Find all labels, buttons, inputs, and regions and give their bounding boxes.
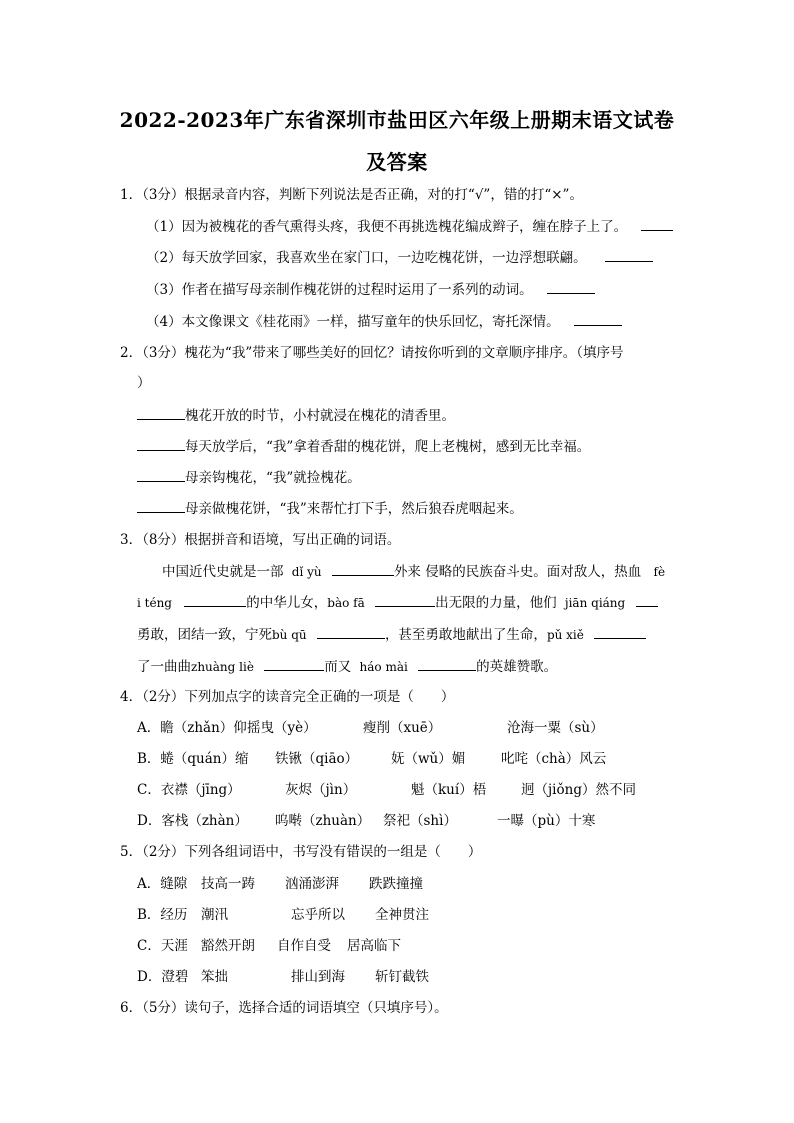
- q4-cell: 沧海一粟（sù）: [507, 720, 604, 736]
- pinyin: jiān qiáng: [564, 596, 626, 610]
- answer-blank[interactable]: [184, 594, 246, 607]
- answer-blank[interactable]: [332, 563, 394, 576]
- q4-stem: 4．（2分）下列加点字的读音完全正确的一项是（ ）: [120, 689, 455, 705]
- pinyin: pǔ xiě: [546, 628, 584, 642]
- q3-line1: [162, 563, 665, 581]
- q5-stem: 5．（2分）下列各组词语中，书写没有错误的一组是（ ）: [120, 844, 482, 860]
- q4-cell: 灰烬（jìn）: [285, 782, 357, 798]
- answer-blank[interactable]: [375, 594, 435, 607]
- q3-line2: [137, 594, 658, 612]
- order-blank[interactable]: [137, 438, 185, 451]
- q1-item-text: （1）因为被槐花的香气熏得头疼，我便不再挑选槐花编成辫子，缠在脖子上了。: [146, 219, 628, 235]
- pinyin: bào fā: [327, 596, 365, 610]
- q3-text: 外来 侵略的民族奋斗史。面对敌人，热血: [393, 564, 642, 580]
- q4-cell: A．瞻（zhǎn）仰: [137, 720, 247, 736]
- q4-cell: C．衣襟（jīng）: [137, 782, 241, 798]
- q1-item: [146, 313, 622, 331]
- answer-blank[interactable]: [317, 626, 385, 639]
- q3-text: 了一曲曲: [137, 659, 191, 675]
- q1-item-text: （2）每天放学回家，我喜欢坐在家门口，一边吃槐花饼，一边浮想联翩。: [146, 250, 587, 266]
- answer-blank[interactable]: [547, 281, 595, 294]
- answer-blank[interactable]: [264, 658, 324, 671]
- q5-cell: 排山到海: [291, 969, 345, 985]
- q5-cell: A．缝隙: [137, 876, 188, 892]
- answer-blank[interactable]: [605, 249, 653, 262]
- answer-blank[interactable]: [574, 313, 622, 326]
- pinyin: háo mài: [359, 660, 408, 674]
- q5-cell: 忘乎所以: [291, 907, 345, 923]
- q5-cell: 跌跌撞撞: [369, 876, 423, 892]
- q5-cell: C．天涯: [137, 938, 188, 954]
- q3-stem: 3．（8分）根据拼音和语境，写出正确的词语。: [120, 532, 401, 548]
- answer-blank[interactable]: [418, 658, 476, 671]
- q2-item: [137, 407, 455, 425]
- q2-stem: 2．（3分）槐花为“我”带来了哪些美好的回忆？请按你听到的文章顺序排序。（填序号: [120, 345, 624, 361]
- q2-item-text: 母亲做槐花饼，“我”来帮忙打下手，然后狼吞虎咽起来。: [185, 501, 523, 517]
- q1-item: [146, 218, 673, 236]
- answer-blank[interactable]: [594, 626, 646, 639]
- q2-item: [137, 469, 361, 487]
- q4-cell: 一曝（pù）十寒: [497, 813, 596, 829]
- q5-cell: 自作自受: [277, 938, 331, 954]
- answer-blank[interactable]: [636, 594, 658, 607]
- q5-cell: 技高一踌: [201, 876, 255, 892]
- q3-text: 勇敢，团结一致，宁死: [137, 627, 272, 643]
- q4-cell: D．客栈（zhàn）: [137, 813, 248, 829]
- pinyin: fè: [653, 565, 666, 579]
- q2-item-text: 母亲钩槐花，“我”就捡槐花。: [185, 470, 361, 486]
- q4-cell: 摇曳（yè）: [247, 720, 317, 736]
- pinyin: i téng: [137, 596, 172, 610]
- q2-item: [137, 438, 590, 456]
- q5-cell: B．经历: [137, 907, 188, 923]
- order-blank[interactable]: [137, 500, 185, 513]
- q6-stem: 6．（5分）读句子，选择合适的词语填空（只填序号）。: [120, 1000, 448, 1016]
- q2-item-text: 槐花开放的时节，小村就浸在槐花的清香里。: [185, 408, 455, 424]
- exam-title-line1: 2022-2023年广东省深圳市盐田区六年级上册期末语文试卷: [119, 108, 675, 132]
- q5-cell: 居高临下: [347, 938, 401, 954]
- q4-cell: 魁（kuí）梧: [411, 782, 487, 798]
- pinyin: bù qū: [272, 628, 307, 642]
- q4-cell: B．蜷（quán）缩: [137, 751, 249, 767]
- exam-title-line2: 及答案: [366, 150, 428, 174]
- pinyin: zhuàng liè: [191, 660, 254, 674]
- q3-text: 出无限的力量，他们: [435, 595, 557, 611]
- q2-stem-end: ）: [137, 375, 151, 391]
- q5-cell: D．澄碧: [137, 969, 189, 985]
- q5-cell: 汹涌澎湃: [285, 876, 339, 892]
- q4-cell: 瘦削（xuē）: [363, 720, 442, 736]
- q3-text: 的英雄赞歌。: [476, 659, 558, 675]
- q1-item: [146, 249, 653, 267]
- q1-item-text: （3）作者在描写母亲制作槐花饼的过程时运用了一系列的动词。: [146, 282, 533, 298]
- q3-line3: [137, 626, 646, 644]
- q5-cell: 豁然开朗: [201, 938, 255, 954]
- pinyin: dǐ yù: [291, 565, 322, 579]
- q2-item-text: 每天放学后，“我”拿着香甜的槐花饼，爬上老槐树，感到无比幸福。: [185, 439, 591, 455]
- q5-cell: 笨拙: [201, 969, 228, 985]
- answer-blank[interactable]: [641, 218, 673, 231]
- q4-cell: 妩（wǔ）媚: [391, 751, 466, 767]
- q4-cell: 迥（jiǒng）然不同: [521, 782, 636, 798]
- order-blank[interactable]: [137, 469, 185, 482]
- q4-cell: 呜啭（zhuàn）: [275, 813, 371, 829]
- q5-cell: 斩钉截铁: [375, 969, 429, 985]
- q5-cell: 潮汛: [201, 907, 228, 923]
- q3-text: 的中华儿女，: [246, 595, 328, 611]
- q1-item-text: （4）本文像课文《桂花雨》一样，描写童年的快乐回忆，寄托深情。: [146, 314, 560, 330]
- q3-line4: [137, 658, 557, 676]
- q1-stem: 1．（3分）根据录音内容，判断下列说法是否正确，对的打“√”，错的打“×”。: [120, 187, 583, 203]
- q3-text: ，甚至勇敢地献出了生命，: [384, 627, 547, 643]
- q4-cell: 叱咤（chà）风云: [501, 751, 607, 767]
- order-blank[interactable]: [137, 407, 185, 420]
- q5-cell: 全神贯注: [375, 907, 429, 923]
- q3-text: 而又: [324, 659, 352, 675]
- q2-item: [137, 500, 523, 518]
- q4-cell: 铁锹（qiāo）: [275, 751, 359, 767]
- q1-item: [146, 281, 595, 299]
- q4-cell: 祭祀（shì）: [383, 813, 457, 829]
- q3-text: 中国近代史就是一部: [162, 564, 284, 580]
